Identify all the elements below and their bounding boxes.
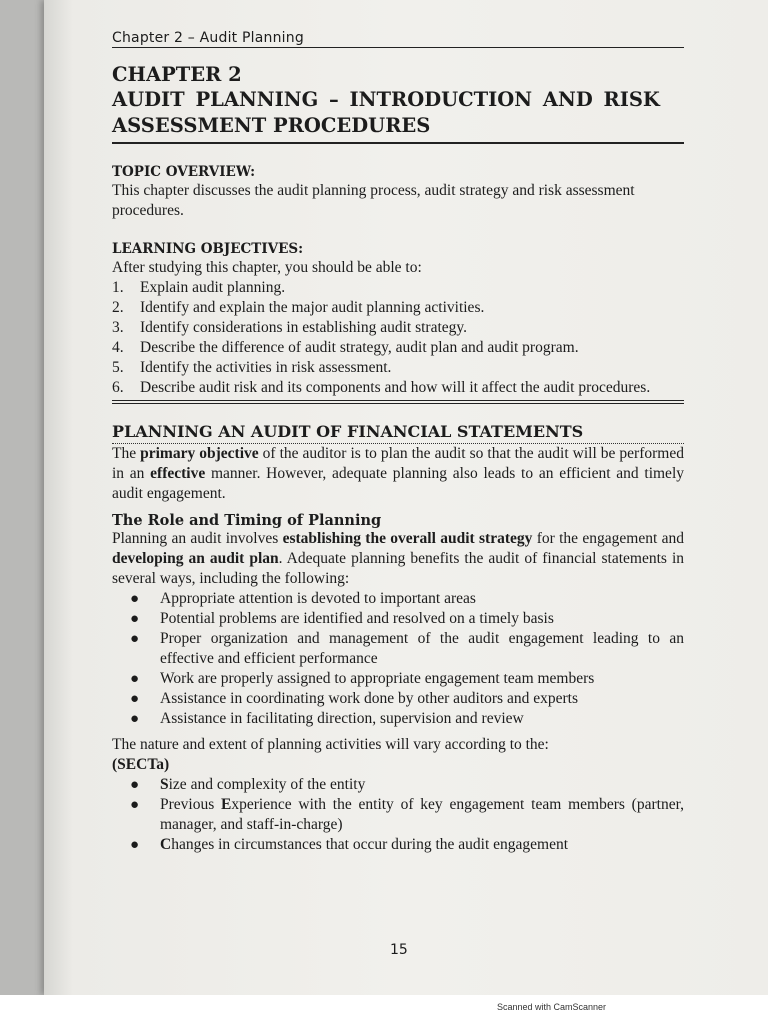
list-item: ● Assistance in facilitating direction, supervision and review [130,710,524,728]
list-item: ● Size and complexity of the entity [130,776,366,794]
factors-list [112,775,684,855]
section-divider [112,400,684,404]
list-item: ● Potential problems are identified and resolved on a timely basis [130,610,554,628]
chapter-title [112,62,684,144]
learning-objectives-list [112,278,684,398]
benefits-list [112,589,684,729]
list-item: ● Appropriate attention is devoted to important areas [130,590,476,608]
bullet-icon: ● [130,837,140,854]
bullet-icon: ● [130,631,140,648]
bullet-icon: ● [130,777,140,794]
learning-objectives-intro: After studying this chapter, you should be able to: [112,259,422,277]
list-item: ● Assistance in coordinating work done by other auditors and experts [130,690,578,708]
list-item: 2. Identify and explain the major audit planning activities. [112,299,485,317]
page-content [112,30,684,855]
topic-overview-heading: TOPIC OVERVIEW: [112,164,256,181]
planning-paragraph-1: The primary objective of the auditor is to plan the audit so that the audit will be performed in an effective manner. However, adequate planning also leads to an efficient and timely audit engagement. [112,445,684,503]
list-item: ● Changes in circumstances that occur during the audit engagement [130,836,569,854]
bullet-icon: ● [130,591,140,608]
learning-objectives-heading: LEARNING OBJECTIVES: [112,241,304,258]
planning-paragraph-2: Planning an audit involves establishing the overall audit strategy for the engagement and developing an audit plan. Adequate planning benefits the audit of financial statements in several ways, including the following: [112,530,684,588]
bullet-icon: ● [130,711,140,728]
topic-overview-text: This chapter discusses the audit planning process, audit strategy and risk assessment procedures. [112,182,635,220]
list-item: 5. Identify the activities in risk assessment. [112,359,392,377]
chapter-label: CHAPTER 2 [112,63,242,86]
chapter-title-line2: ASSESSMENT PROCEDURES [112,113,431,137]
list-item: 6. Describe audit risk and its components and how will it affect the audit procedures. [112,379,651,397]
list-item: 3. Identify considerations in establishing audit strategy. [112,319,468,337]
bullet-icon: ● [130,797,140,814]
list-item: 4. Describe the difference of audit strategy, audit plan and audit program. [112,339,579,357]
running-head: Chapter 2 – Audit Planning [112,30,684,48]
planning-paragraph-3: The nature and extent of planning activities will vary according to the: [112,736,549,754]
chapter-title-line1: AUDIT PLANNING – INTRODUCTION AND RISK [112,88,660,112]
bullet-icon: ● [130,611,140,628]
role-timing-subheading: The Role and Timing of Planning [112,512,382,530]
list-item: ● Work are properly assigned to appropriate engagement team members [130,670,595,688]
list-item: ● Previous Experience with the entity of key engagement team members (partner, manager, and staff-in-charge) [130,796,684,834]
list-item: 1. Explain audit planning. [112,279,286,297]
scanner-watermark: Scanned with CamScanner [497,1002,607,1012]
bullet-icon: ● [130,691,140,708]
secta-acronym: (SECTa) [112,756,170,774]
list-item: ● Proper organization and management of the audit engagement leading to an effective and efficient performance [130,630,684,668]
planning-section-heading: PLANNING AN AUDIT OF FINANCIAL STATEMENTS [112,422,684,444]
page-number: 15 [390,942,408,958]
bullet-icon: ● [130,671,140,688]
scan-footer [0,995,768,1024]
